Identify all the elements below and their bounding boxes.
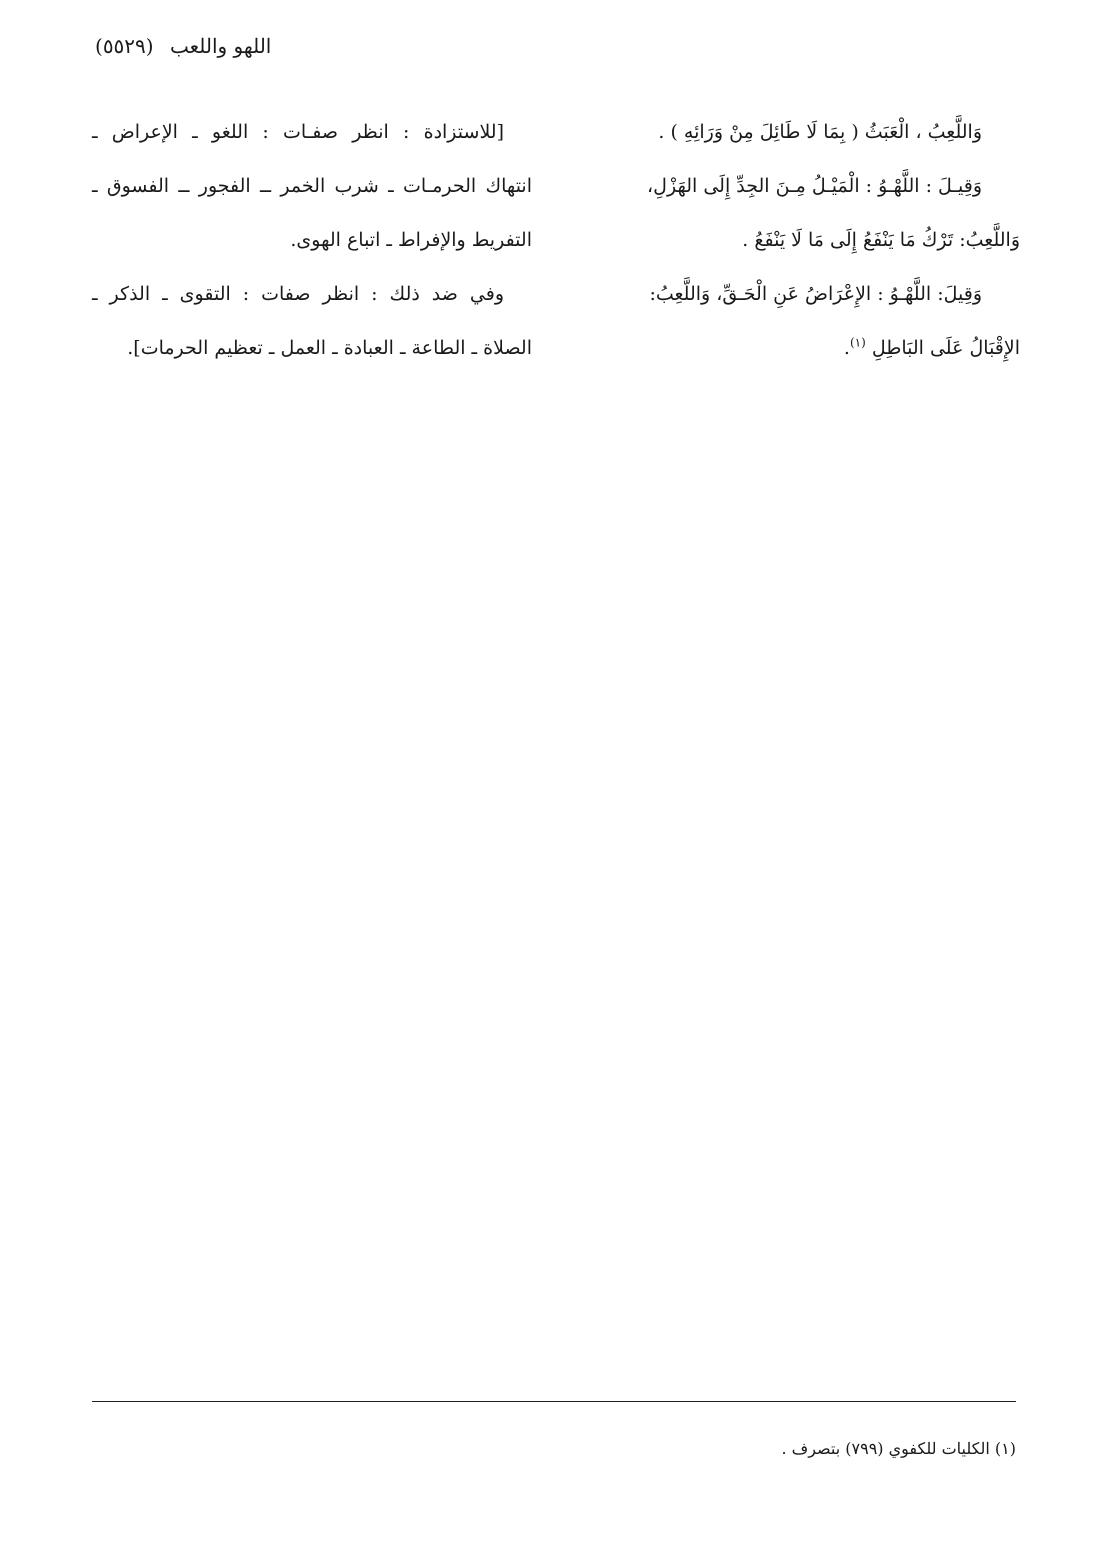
right-line-5-period: . xyxy=(843,337,850,359)
footnote: (١) الكليات للكفوي (٧٩٩) بتصرف . xyxy=(781,1439,1016,1458)
left-line-3: التفريط والإفراط ـ اتباع الهوى. xyxy=(290,229,532,251)
right-line-5 xyxy=(580,321,1020,375)
right-line-1: وَاللَّعِبُ ، الْعَبَثُ ( بِمَا لَا طَائِلَ مِنْ وَرَائِهِ ) . xyxy=(658,121,982,143)
footnote-reference: (١) xyxy=(849,335,866,350)
right-line-5-text: الإِقْبَالُ عَلَى البَاطِلِ xyxy=(871,337,1020,359)
left-line-2: انتهاك الحرمـات ـ شرب الخمر ــ الفجور ــ الفسوق ـ xyxy=(92,175,532,197)
right-line-4: وَقِيلَ: اللَّهْـوُ : الإِعْرَاضُ عَنِ الْحَـقِّ، وَاللَّعِبُ: xyxy=(649,283,982,305)
running-header xyxy=(95,30,395,62)
right-line-3: وَاللَّعِبُ: تَرْكُ مَا يَنْفَعُ إِلَى مَا لَا يَنْفَعُ . xyxy=(742,229,1020,251)
left-line-4: وفي ضد ذلك : انظر صفات : التقوى ـ الذكر ـ xyxy=(92,283,504,305)
page-number: (٥٥٢٩) xyxy=(95,34,154,58)
left-column xyxy=(92,105,532,375)
left-line-1: [للاستزادة : انظر صفـات : اللغو ـ الإعراض ـ xyxy=(92,121,504,143)
right-line-2: وَقِيـلَ : اللَّهْـوُ : الْمَيْـلُ مِـنَ الجِدِّ إِلَى الهَزْلِ، xyxy=(647,175,982,197)
left-line-5: الصلاة ـ الطاعة ـ العبادة ـ العمل ـ تعظيم الحرمات]. xyxy=(127,337,532,359)
footnote-divider xyxy=(92,1401,1016,1402)
header-title: اللهو واللعب xyxy=(169,34,272,58)
right-column xyxy=(580,105,1020,375)
